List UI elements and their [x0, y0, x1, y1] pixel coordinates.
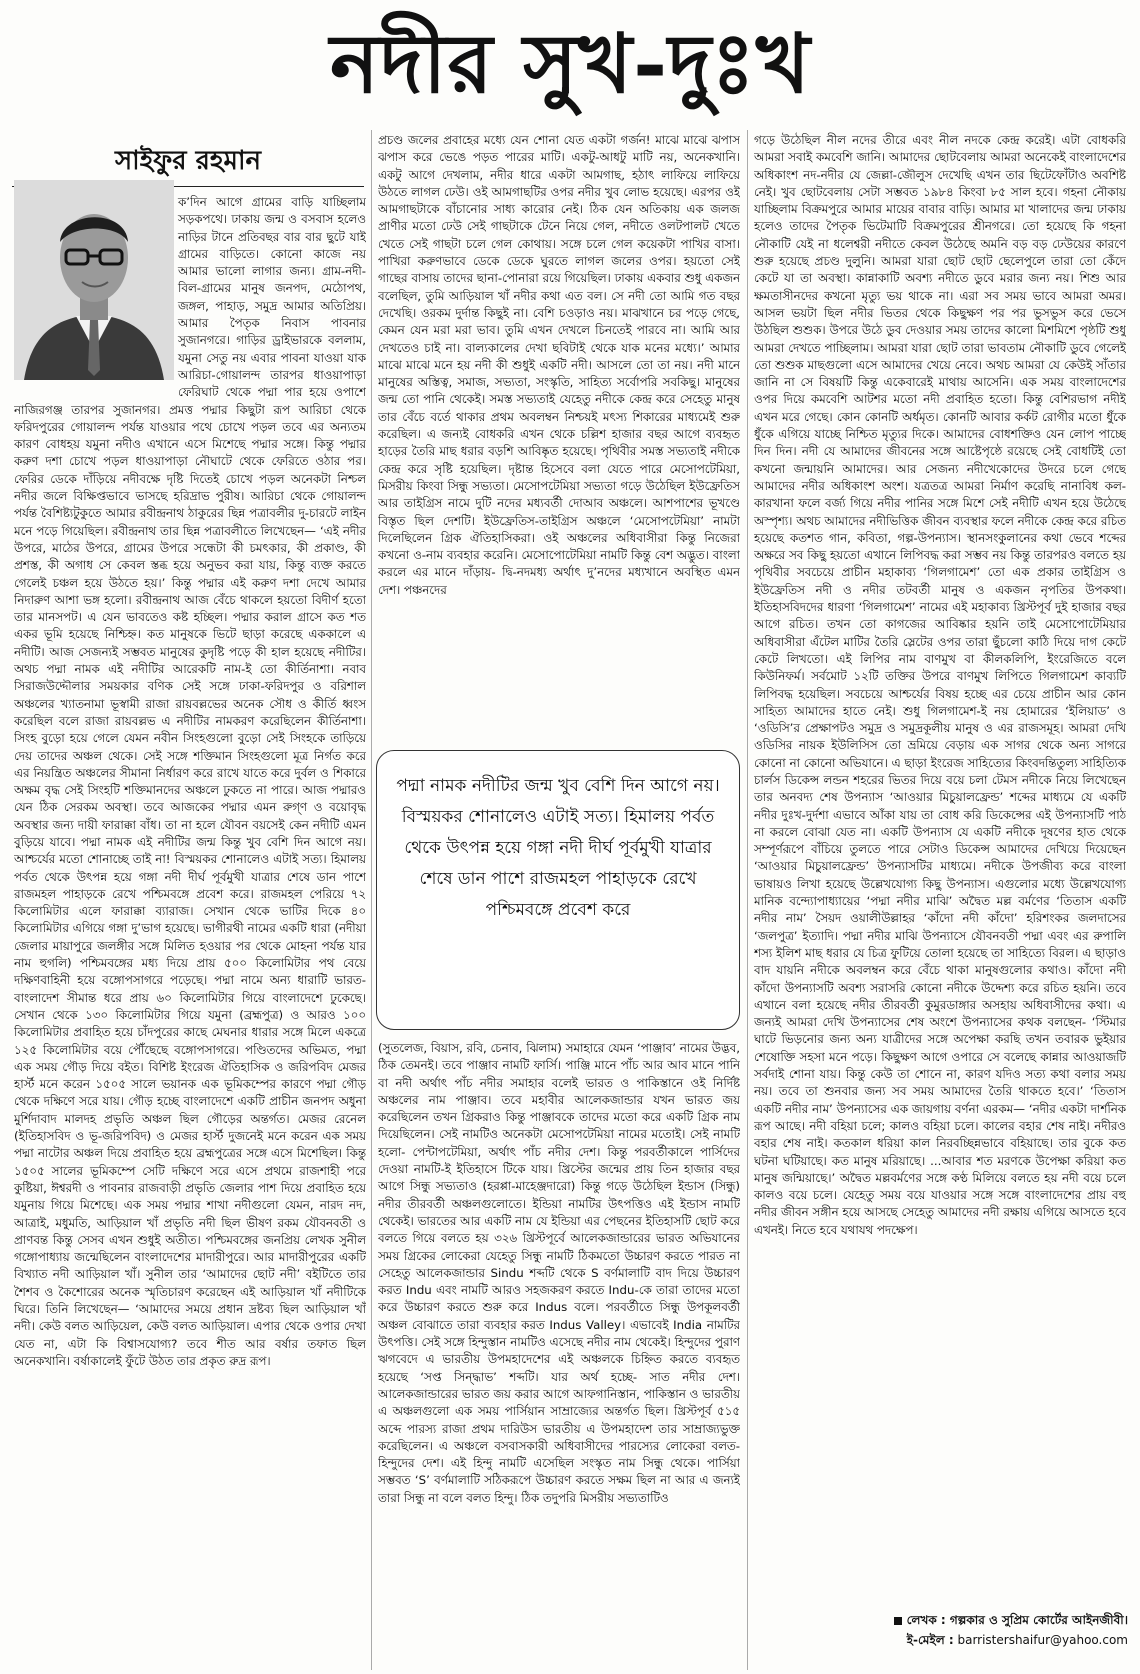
- column-rule-1: [371, 130, 372, 1670]
- pull-quote-text: পদ্মা নামক নদীটির জন্ম খুব বেশি দিন আগে নয়। বিস্ময়কর শোনালেও এটাই সত্য। হিমালয় পর্বত থেকে উৎপন্ন হয়ে গঙ্গা নদী দীর্ঘ পূর্বমুখী যাত্রার শেষে ডান পাশে রাজমহল পাহাড়কে রেখে পশ্চিমবঙ্গে প্রবেশ করে: [396, 776, 720, 920]
- square-bullet-icon: [894, 1617, 902, 1625]
- article-title: নদীর সুখ-দুঃখ: [330, 16, 811, 112]
- column-2-top-text: প্রচণ্ড জলের প্রবাহের মধ্যে যেন শোনা যেত একটা গর্জন! মাঝে মাঝে ঝপাস ঝপাস করে ভেঙে পড়ত পারের মাটি। একটু-আধটু মাটি নয়, অনেকখানি। একটু আগে দেখলাম, নদীর ধারে একটা আমগাছ, হঠাৎ লাফিয়ে লাফিয়ে উঠতে লাগল ঢেউ। ওই আমগাছটির ওপর নদীর খুব লোভ হয়েছে। এরপর ওই আমগাছটাকে বাঁচানোর সাধ্য কারোর নেই। ঠিক যেন অতিকায় এক জলজ প্রাণীর মতো ঢেউ সেই গাছটাকে টেনে নিয়ে গেল, নদীতে ওলটপালট খেতে খেতে সেই গাছটা চলে গেল কোথায়। সঙ্গে চলে গেল কয়েকটা পাখির বাসা। পাখিরা করুণভাবে ডেকে ডেকে ঘুরতে লাগল জলের ওপর। হয়তো সেই গাছের বাসায় তাদের ছানা-পোনারা রয়ে গিয়েছিল। ঢাকায় একবার শুধু একজন বলেছিল, তুমি আড়িয়াল খাঁ নদীর কথা এত বল। সে নদী তো আমি গত বছর দেখেছি। ওরকম দুর্দান্ত কিছুই না। বেশি চওড়াও নয়। মাঝখানে চর পড়ে গেছে, কেমন যেন মরা মরা ভাব। তুমি এখন দেখলে চিনতেই পারবে না। আমি আর দেখতেও চাই না। বাল্যকালের দেখা ছবিটাই থেকে যাক মনের মধ্যে।’ আমার মাঝে মাঝে মনে হয় নদী কী শুধুই একটি নদী। আসলে তো তা নয়। নদী মানে মানুষের অস্তিত্ব, সমাজ, সভ্যতা, সংস্কৃতি, সাহিত্য সর্বোপরি সবকিছু। মানুষের জন্ম তো পানি থেকেই। সমস্ত সভ্যতাই যেহেতু নদীকে কেন্দ্র করে সেহেতু মানুষ তার বেঁচে বর্তে থাকার প্রথম অবলম্বন নিশ্চয়ই মৎস্য শিকারের মাধ্যমেই শুরু করেছিল। এ জন্যই বোধকরি এখন থেকে চল্লিশ হাজার বছর আগে ব্যবহৃত হাড়ের তৈরি মাছ ধরার বড়শি আবিষ্কৃত হয়েছে। পৃথিবীর সমস্ত সভ্যতাই নদীকে কেন্দ্র করে সৃষ্টি হয়েছিল। দৃষ্টান্ত হিসেবে বলা যেতে পারে মেসোপটেমিয়া, মিসরীয় কিংবা সিন্ধু সভ্যতা। মেসোপটেমিয়া সভ্যতা গড়ে উঠেছিল ইউফ্রেতিস আর তাইগ্রিস নামে দুটি নদের মধ্যবর্তী দোআব অঞ্চলে। আশপাশের ভূখণ্ডে বিস্তৃত ছিল দেশটি। ইউফ্রেতিস-তাইগ্রিস অঞ্চলে ‘মেসোপটেমিয়া’ নামটা দিলেছিলেন গ্রিক ঐতিহাসিকরা। ওই অঞ্চলের অধিবাসীরা কিন্তু নিজেরা কখনো ও-নাম ব্যবহার করেনি। মেসোপোটেমিয়া নামটি কিন্তু বেশ অদ্ভুত। বাংলা করলে এর মানে দাঁড়ায়- দ্বি-নদমধ্য অর্থাৎ দু’নদের মধ্যখানে অবস্থিত এমন দেশ। পঞ্চনদের: [378, 133, 740, 597]
- article-column-2-bottom: [378, 1040, 740, 1670]
- column-rule-2: [747, 130, 748, 1670]
- article-column-2-top: [378, 132, 740, 740]
- column-2-bottom-text: (সুতলেজ, বিয়াস, রবি, চেনাব, ঝিলাম) সমাহারে যেমন ‘পাঞ্জাব’ নামের উদ্ভব, ঠিক তেমনই। তবে পাঞ্জাব নামটি ফার্সি। পাঞ্জি মানে পাঁচ আর আব মানে পানি বা নদী অর্থাৎ পাঁচ নদীর সমাহার বলেই ভারত ও পাকিস্তানে ওই নির্দিষ্ট অঞ্চলের নাম পাঞ্জাব। তবে মহাবীর আলেকজান্ডার যখন ভারত জয় করেছিলেন তখন গ্রিকরাও কিন্তু পাঞ্জাবকে তাদের মতো করে একটি গ্রিক নাম দিয়েছিলেন। সেই নামটিও অনেকটা মেসোপটেমিয়া নামের মতোই। সেই নামটি হলো- পেন্টাপটেমিয়া, অর্থাৎ পাঁচ নদীর দেশ। কিন্তু পরবর্তীকালে পার্সিদের দেওয়া নামটি-ই ইতিহাসে টিকে যায়। খ্রিস্টের জন্মের প্রায় তিন হাজার বছর আগে সিন্ধু সভ্যতাও (হরপ্পা-মাহেঞ্জদারো) কিন্তু গড়ে উঠেছিল ইন্ডাস (সিন্ধু) নদীর তীরবর্তী অঞ্চলগুলোতে। ইন্ডিয়া নামটির উৎপত্তিও এই ইন্ডাস নামটি থেকেই। ভারতের আর একটি নাম যে ইন্ডিয়া এর পেছনের ইতিহাসটি ছোট করে বলতে গিয়ে বলতে হয় ৩২৬ খ্রিস্টপূর্বে আলেকজান্ডারের ভারত অভিযানের সময় গ্রিকের লোকেরা যেহেতু সিন্ধু নামটি ঠিকমতো উচ্চারণ করতে পারত না সেহেতু আলেকজান্ডার Sindu শব্দটি থেকে S বর্ণমালাটি বাদ দিয়ে উচ্চারণ করত Indu এবং নামটি আরও সহজকরণ করতে Indu-কে তারা তাদের মতো করে উচ্চারণ করতে শুরু করে Indus বলে। পরবর্তীতে সিন্ধু উপকূলবর্তী অঞ্চল বোঝাতে তারা ব্যবহার করত Indus Valley। এভাবেই India নামটির উৎপত্তি। সেই সঙ্গে হিন্দুস্তান নামটিও এসেছে নদীর নাম থেকেই। হিন্দুদের পুরাণ ঋগবেদে এ ভারতীয় উপমহাদেশের এই অঞ্চলকে চিহ্নিত করতে ব্যবহৃত হয়েছে ‘সপ্ত সিন্দ্ধাভ’ শব্দটি। যার অর্থ হচ্ছে- সাত নদীর দেশ। আলেকজান্ডারের ভারত জয় করার আগে আফগানিস্তান, পাকিস্তান ও ভারতীয় এ অঞ্চলগুলো এক সময় পার্সিয়ান সাম্রাজ্যের অন্তর্গত ছিল। খ্রিস্টপূর্ব ৫১৫ অব্দে পারস্য রাজা প্রথম দারিউস ভারতীয় এ উপমহাদেশ তার সাম্রাজ্যভুক্ত করেছিলেন। এ অঞ্চলে বসবাসকারী অধিবাসীদের পারস্যের লোকেরা বলত- হিন্দুদের দেশ। এই হিন্দু নামটি এসেছিল সংস্কৃত নাম সিন্ধু থেকে। পার্সিয়া সম্ভবত ‘S’ বর্ণমালাটি সঠিকরূপে উচ্চারণ করতে সক্ষম ছিল না আর এ জন্যই তারা সিন্ধু না বলে বলত হিন্দু। ঠিক তদুপরি মিসরীয় সভ্যতাটিও: [378, 1041, 740, 1505]
- email-label: ই-মেইল :: [906, 1633, 954, 1647]
- article-column-1: ক’দিন আগে গ্রামের বাড়ি যাচ্ছিলাম সড়কপথে। ঢাকায় জন্ম ও বসবাস হলেও নাড়ির টানে প্রতিবছর বার বার ছুটে যাই গ্রামের বাড়িতে। কোনো কাজে নয় আমার ভালো লাগার জন্য। গ্রাম-নদী-বিল-গ্রামের মানুষ জনপদ, মেঠোপথ, জঙ্গল, পাহাড়, সমুদ্র আমার অতিপ্রিয়। আমার পৈতৃক নিবাস পাবনার সুজানগরে। গাড়ির ড্রাইভারকে বললাম, যমুনা সেতু নয় এবার পাবনা যাওয়া যাক আরিচা-গোয়ালন্দ তারপর ধাওয়াপাড়া ফেরিঘাট থেকে পদ্মা পার হয়ে ওপাশে নাজিরগঞ্জ তারপর সুজানগর। প্রমত্ত পদ্মার কিছুটা রূপ আরিচা থেকে ফরিদপুরের গোয়ালন্দ পর্যন্ত যাওয়ার পথে চোখে পড়ল তবে এর অন্যতম কারণ বোধহয় যমুনা নদীও এখানে এসে মিশেছে পদ্মার সঙ্গে। কিন্তু পদ্মার করুণ দশা চোখে পড়ল ধাওয়াপাড়া নৌঘাটে থেকে ফেরিতে ওঠার পর। ফেরির ডেকে দাঁড়িয়ে নদীবক্ষে দৃষ্টি দিতেই চোখে পড়ল অনেকটা নিশ্চল নদীর জলে বিক্ষিপ্তভাবে ভাসছে হরিদ্রাভ পুরীষ। আরিচা থেকে গোয়ালন্দ পর্যন্ত বৈশিষ্ট্যটুকুতে আমার রবীন্দ্রনাথ ঠাকুরের ছিন্ন পত্রাবলীর দু-চারটে লাইন মনে পড়ে গিয়েছিল। রবীন্দ্রনাথ তার ছিন্ন পত্রাবলীতে লিখেছেন— ‘এই নদীর উপরে, মাঠের উপরে, গ্রামের উপরে সন্ধেটা কী চমৎকার, কী প্রকাণ্ড, কী প্রশস্ত, কী অগাধ সে কেবল স্তব্ধ হয়ে অনুভব করা যায়, কিন্তু ব্যক্ত করতে গেলেই চঞ্চল হয়ে উঠতে হয়।’ কিন্তু পদ্মার এই করুণ দশা দেখে আমার নিদারুণ আশা ভঙ্গ হলো। রবীন্দ্রনাথ আজ বেঁচে থাকলে হয়তো বিদীর্ণ হতো তার মানসপট। এ যেন ভাবতেও কষ্ট হচ্ছিল। পদ্মার করাল গ্রাসে কত শত একর ভূমি হয়েছে নিশ্চিহ্ন। কত মানুষকে ভিটে ছাড়া করেছে এককালে এ নদীটি। আজ সেজন্যই সম্ভবত মানুষের কুদৃষ্টি পড়ে কী হাল হয়েছে নদীটির। অথচ পদ্মা নামক এই নদীটির আরেকটি নাম-ই তো কীর্তিনাশা। নবাব সিরাজউদ্দৌলার সময়কার বণিক সেই সঙ্গে ঢাকা-ফরিদপুর ও বরিশাল অঞ্চলের খ্যাতনামা ভূস্বামী রাজা রায়বল্লভের অনেক সৌধ ও কীর্তি ধ্বংস করেছিল বলে রাজা রায়বল্লভ এ নদীটির নামকরণ করেছিলেন কীর্তিনাশা। সিংহ বুড়ো হয়ে গেলে যেমন নবীন সিংহগুলো বুড়ো সেই সিংহকে তাড়িয়ে দেয় তাদের অঞ্চল থেকে। সেই সঙ্গে শক্তিমান সিংহগুলো মূত্র নির্গত করে এর নিয়ন্ত্রিত অঞ্চলের সীমানা নির্ধারণ করে রাখে যাতে করে দুর্বল ও শিকারে অক্ষম বৃদ্ধ সেই সিংহটি শক্তিমানদের অঞ্চলে ঢুকতে না পারে। আজ পদ্মারও যেন ঠিক সেরকম অবস্থা। তবে আজকের পদ্মার এমন রুগ্ণ ও বয়োবৃদ্ধ অবস্থার জন্য দায়ী ফারাক্কা বাঁধ। তা না হলে যৌবন বয়সেই কেন নদীটি এমন বুড়িয়ে যাবে। পদ্মা নামক এই নদীটির জন্ম কিন্তু খুব বেশি দিন আগে নয়। আশ্চর্যের মতো শোনাচ্ছে তাই না! বিস্ময়কর শোনালেও এটাই সত্য। হিমালয় পর্বত থেকে উৎপন্ন হয়ে গঙ্গা নদী দীর্ঘ পূর্বমুখী যাত্রার শেষে ডান পাশে রাজমহল পাহাড়কে রেখে পশ্চিমবঙ্গে প্রবেশ করে। রাজমহল পেরিয়ে ৭২ কিলোমিটার এলে ফারাক্কা ব্যারাজ। সেখান থেকে ভাটির দিকে ৪০ কিলোমিটার এগিয়ে গঙ্গা দু’ভাগ হয়েছে। ভাগীরথী নামের একটি ধারা (নদীয়া জেলার মায়াপুরে জলঙ্গীর সঙ্গে মিলিত হওয়ার পর থেকে মোহনা পর্যন্ত যার নাম হুগলি) পশ্চিমবঙ্গের মধ্য দিয়ে প্রায় ৫০০ কিলোমিটার পথ বেয়ে দক্ষিণবাহিনী হয়ে বঙ্গোপসাগরে পড়েছে। পদ্মা নামে অন্য ধারাটি ভারত-বাংলাদেশ সীমান্ত ধরে প্রায় ৬০ কিলোমিটার গিয়ে বাংলাদেশে ঢুকেছে। সেখান থেকে ১৩০ কিলোমিটার গিয়ে যমুনা (ব্রহ্মপুত্র) ও আরও ১০০ কিলোমিটার প্রবাহিত হয়ে চাঁদপুরের কাছে মেঘনার ধারার সঙ্গে মিলে একত্রে ১২৫ কিলোমিটার বয়ে পৌঁছেছে বঙ্গোপসাগরে। পণ্ডিতদের অভিমত, পদ্মা এক সময় গৌড় দিয়ে বইত। বিশিষ্ট ইংরেজ ঐতিহাসিক ও জরিপবিদ মেজর হার্স্ট মনে করেন ১৫০৫ সালে ভয়ানক এক ভূমিকম্পের কারণে পদ্মা গৌড় থেকে দক্ষিণে সরে যায়। গৌড় হচ্ছে বাংলাদেশে একটি প্রাচীন জনপদ অধুনা মুর্শিদাবাদ মালদহ প্রভৃতি অঞ্চল ছিল গৌড়ের অন্তর্গত। মেজর রেনেল (ইতিহাসবিদ ও ভূ-জরিপবিদ) ও মেজর হার্স্ট দুজনেই মনে করেন এক সময় পদ্মা নাটোর অঞ্চল দিয়ে প্রবাহিত হয়ে ব্রহ্মপুত্রের সঙ্গে এসে মিশেছিল। কিন্তু ১৫০৫ সালের ভূমিকম্পে সেটি দক্ষিণে সরে এসে প্রথমে রাজশাহী পরে কুষ্টিয়া, ঈশ্বরদী ও পাবনার রাজবাড়ী প্রভৃতি জেলার পাশ দিয়ে প্রবাহিত হয়ে যমুনায় গিয়ে মিশেছে। এক সময় পদ্মার শাখা নদীগুলো যেমন, নারদ নদ, আত্রাই, মধুমতি, আড়িয়াল খাঁ প্রভৃতি নদী ছিল ভীষণ রকম যৌবনবতী ও প্রাণবন্ত কিন্তু সেসব এখন শুধুই অতীত। পশ্চিমবঙ্গের জনপ্রিয় লেখক সুনীল গঙ্গোপাধ্যায় জন্মেছিলেন বাংলাদেশের মাদারীপুরে। আর মাদারীপুরের একটি বিখ্যাত নদী আড়িয়াল খাঁ। সুনীল তার ‘আমাদের ছোট নদী’ বইটিতে তার শৈশব ও কৈশোরের অনেক স্মৃতিচারণ করেছেন এই আড়িয়াল খাঁ নদীটিকে ঘিরে। তিনি লিখেছেন— ‘আমাদের সময়ে প্রধান দ্রষ্টব্য ছিল আড়িয়াল খাঁ নদী। কেউ বলত আড়িয়েল, কেউ বলত আড়িয়াল। এপার থেকে ওপার দেখা যেত না, এটা কি বিশ্বাসযোগ্য? তবে শীত আর বর্ষার তফাত ছিল অনেকখানি। বর্ষাকালেই ফুঁটে উঠত তার প্রকৃত রুদ্র রূপ।: [14, 195, 366, 1368]
- author-email: barristershaifur@yahoo.com: [957, 1633, 1128, 1647]
- photo-float-spacer: [14, 194, 178, 390]
- article-column-1-wrap: [14, 194, 366, 1670]
- author-email-line: [760, 1630, 1128, 1650]
- author-byline: সাইফুর রহমান: [115, 146, 262, 176]
- author-bio: লেখক : গল্পকার ও সুপ্রিম কোর্টের আইনজীবী।: [906, 1613, 1128, 1627]
- pull-quote-box: [376, 750, 740, 1030]
- article-column-3: [754, 132, 1126, 1604]
- author-bio-line: [760, 1610, 1128, 1630]
- column-3-text: গড়ে উঠেছিল নীল নদের তীরে এবং নীল নদকে কেন্দ্র করেই। এটা বোধকরি আমরা সবাই কমবেশি জানি। আমাদের ছোটবেলায় আমরা অনেকেই বাংলাদেশের অধিকাংশ নদ-নদীর যে জেল্লা-জৌলুস দেখেছি এখন তার ছিটেফোঁটাও অবশিষ্ট নেই। খুব ছোটবেলায় সেটা সম্ভবত ১৯৮৪ কিংবা ৮৫ সাল হবে। গহনা নৌকায় যাচ্ছিলাম বিক্রমপুরে আমার মায়ের বাবার বাড়ি। আমার মা খালাদের জন্ম ঢাকায় হলেও তাদের পৈতৃক ভিটেমাটি বিক্রমপুরের শ্রীনগরে। তো হয়েছে কি গহনা নৌকাটি যেই না ধলেশ্বরী নদীতে কেবল উঠেছে অমনি বড় বড় ঢেউয়ের কারণে শুরু হয়েছে প্রচণ্ড দুলুনি। আমরা যারা ছোট ছোট ছেলেপুলে তারা তো কেঁদে কেটে যা তা অবস্থা। কান্নাকাটি অবশ্য নদীতে ডুবে মরার জন্য নয়। শিশু আর ক্ষমতাসীনদের কখনো মৃত্যু ভয় থাকে না। এরা সব সময় ভাবে আমরা অমর। আসল ভয়টা ছিল নদীর ভিতর থেকে কিছুক্ষণ পর পর ভুসভুস করে ভেসে উঠছিল শুশুক। উপরে উঠে ডুব দেওয়ার সময় তাদের কালো মিশমিশে পৃষ্ঠটি শুধু আমরা দেখতে পাচ্ছিলাম। আমরা যারা ছোট তারা ভাবতাম নৌকাটি ডুবে গেলেই তো শুশুক মাছগুলো এসে আমাদের খেয়ে নেবে। অথচ আমরা যে কেউই সাঁতার জানি না সে বিষয়টি কিন্তু একেবারেই মাথায় আসেনি। এক সময় বাংলাদেশের ওপর দিয়ে কমবেশি আটশর মতো নদী প্রবাহিত হতো। কিন্তু বেশিরভাগ নদীই এখন মরে গেছে। কোন কোনটি অর্ধমৃত। কোনটি আবার কর্কট রোগীর মতো ধুঁকে ধুঁকে এগিয়ে যাচ্ছে নিশ্চিত মৃত্যুর দিকে। আমাদের বোধশক্তিও যেন লোপ পাচ্ছে দিন দিন। নদী যে আমাদের জীবনের সঙ্গে আষ্টেপৃষ্ঠে রয়েছে সেই বোধটিই তো কখনো জন্মায়নি আমাদের। আর সেজন্য নদীখেকোদের উদরে চলে গেছে আমাদের নদীর অধিকাংশ অংশ। যত্রতত্র আমরা নির্মাণ করেছি নানাবিধ কল-কারখানা ফলে বর্জ্য গিয়ে নদীর পানির সঙ্গে মিশে সেই নদীটি এখন হয়ে উঠেছে অস্পৃশ্য। অথচ আমাদের নদীভিত্তিক জীবন ব্যবস্থার ফলে নদীকে কেন্দ্র করে রচিত হয়েছে কতশত গান, কবিতা, গল্প-উপন্যাস। স্থানসংকুলানের কথা ভেবে শব্দের অক্ষরে সব কিছু হয়তো এখানে লিপিবদ্ধ করা সম্ভব নয় কিন্তু তারপরও বলতে হয় পৃথিবীর সবচেয়ে প্রাচীন মহাকাব্য ‘গিলগামেশ’ তো এক প্রকার তাইগ্রিস ও ইউফ্রেতিস নদী ও নদীর তটবর্তী মানুষ ও একজন নৃপতির উপকথা। ইতিহাসবিদদের ধারণা ‘গিলগামেশ’ নামের এই মহাকাব্য খ্রিস্টপূর্ব দুই হাজার বছর আগে রচিত। তখন তো কাগজের আবিষ্কার হয়নি তাই মেসোপোটেমিয়ার অধিবাসীরা এঁটেল মাটির তৈরি স্লেটের ওপর তারা ছুঁচলো কাঠি দিয়ে দাগ কেটে কেটে লিখতো। এই লিপির নাম বাণমুখ বা কীলকলিপি, ইংরেজিতে বলে কিউনিফর্ম। সর্বমোট ১২টি তক্তির উপরে বাণমুখ লিপিতে গিলগামেশ কাব্যটি লিপিবদ্ধ হয়েছিল। সবচেয়ে আশ্চর্যের বিষয় হচ্ছে এর চেয়ে প্রাচীন আর কোন সাহিত্য আমাদের হাতে নেই। শুধু গিলগামেশ-ই নয় হোমারের ‘ইলিয়াড’ ও ‘ওডিসি’র প্রেক্ষাপটও সমুদ্র ও সমুদ্রকূলীয় মানুষ ও এর রাজসমূহ। আমরা দেখি ওডিসির নায়ক ইউলিসিস তো ভ্রমিয়ে বেড়ায় এক সাগর থেকে অন্য সাগরে কোনো না কোনো অভিযানে। এ ছাড়া ইংরেজ সাহিত্যের কিংবদন্তিতুল্য সাহিত্যিক চার্লস ডিকেন্স লন্ডন শহরের ভিতর দিয়ে বয়ে চলা টেমস নদীকে নিয়ে লিখেছেন তার অনবদ্য শেষ উপন্যাস ‘আওয়ার মিচুয়ালফ্রেন্ড’ শব্দের মাধ্যমে যে একটি নদীর দুঃখ-দুর্দশা এভাবে আঁকা যায় তা বোধ করি ডিকেন্সের এই উপন্যাসটি পাঠ না করলে বোঝা যেত না। একটি উপন্যাস যে একটি নদীকে দূষণের হাত থেকে সম্পূর্ণরূপে বাঁচিয়ে তুলতে পারে সেটাও ডিকেন্স আমাদের দেখিয়ে দিয়েছেন ‘আওয়ার মিচুয়ালফ্রেন্ড’ উপন্যাসটির মাধ্যমে। নদীকে উপজীব্য করে বাংলা ভাষায়ও লিখা হয়েছে উল্লেখযোগ্য কিছু উপন্যাস। এগুলোর মধ্যে উল্লেখযোগ্য মানিক বন্দ্যোপাধ্যায়ের ‘পদ্মা নদীর মাঝি’ অদ্বৈত মল্ল বর্মণের ‘তিতাস একটি নদীর নাম’ সৈয়দ ওয়ালীউল্লাহর ‘কাঁদো নদী কাঁদো’ হরিশংকর জলদাসের ‘জলপুত্র’ ইত্যাদি। পদ্মা নদীর মাঝি উপন্যাসে যৌবনবতী পদ্মা এবং এর রুপালি শস্য ইলিশ মাছ ধরার যে চিত্র ফুটিয়ে তোলা হয়েছে তা সাহিত্যে বিরল। এ ছাড়াও বাদ যায়নি নদীকে অবলম্বন করে বেঁচে থাকা মানুষগুলোর কথাও। কাঁদো নদী কাঁদো উপন্যাসটি অবশ্য সরাসরি কোনো নদীকে উদ্দেশ্য করে রচিত হয়নি। তবে এখানে বলা হয়েছে নদীর তীরবর্তী কুমুরডাঙ্গার অসহায় অধিবাসীদের কথা। এ জন্যই আমরা দেখি উপন্যাসের শেষ অংশে উপন্যাসের কথক বলছেন- ‘স্টিমার ঘাটে ভিড়নোর জন্য অন্য যাত্রীদের সঙ্গে অপেক্ষা করছি তখন তবারক ভুইয়ার শেষোক্তি সহসা মনে পড়ে। কিছুক্ষণ আগে ওপারে সে বলেছে কান্নার আওয়াজটি সর্বদাই শোনা যায়। কিন্তু কেউ তা শোনে না, কারণ যদিও সত্য কথা বলার সময় নয়। তবে তা শুনবার জন্য সব সময় আমাদের তৈরি থাকতে হবে।’ ‘তিতাস একটি নদীর নাম’ উপন্যাসের এক জায়গায় বর্ণনা এরকম— ‘নদীর একটা দার্শনিক রূপ আছে। নদী বহিয়া চলে; কালও বহিয়া চলে। কালের বহার শেষ নাই। নদীরও বহার শেষ নাই। কতকাল ধরিয়া কাল নিরবচ্ছিন্নভাবে বহিয়াছে। তার বুকে কত ঘটনা ঘটিয়াছে। কত মানুষ মরিয়াছে। ...আবার শত মরণকে উপেক্ষা করিয়া কত মানুষ জন্মিয়াছে।’ অদ্বৈত মল্লবর্মণের সঙ্গে কণ্ঠ মিলিয়ে বলতে হয় নদী বয়ে চলে কালও বয়ে চলে। যেহেতু সময় বয়ে যাওয়ার সঙ্গে সঙ্গে বাংলাদেশের প্রায় বহু নদীর জীবন সঙ্গীন হয়ে আসছে সেহেতু আমাদের নদী রক্ষায় এগিয়ে আসতে হবে এখনই। নিতে হবে যথাযথ পদক্ষেপ।: [754, 133, 1126, 1237]
- author-footer: [760, 1610, 1128, 1650]
